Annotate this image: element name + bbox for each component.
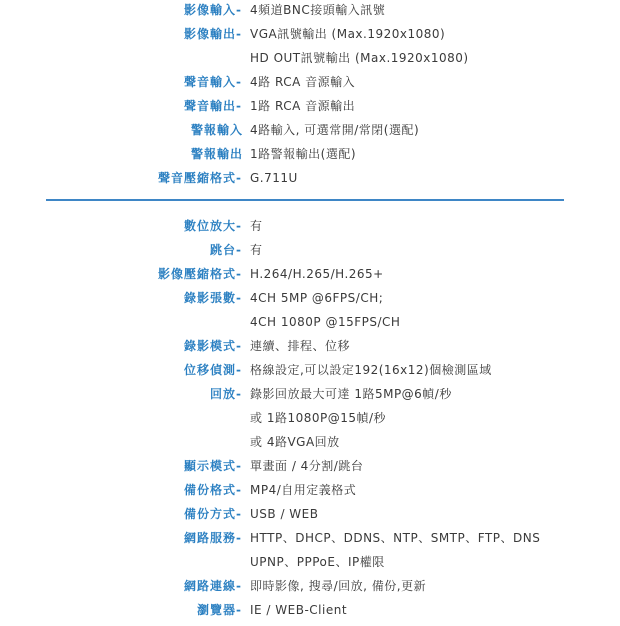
spec-label: 警報輸入 <box>190 123 243 137</box>
spec-row <box>0 170 620 194</box>
spec-label: 顯示模式- <box>184 459 242 473</box>
spec-row <box>0 410 620 434</box>
spec-row <box>0 530 620 554</box>
spec-value: 4CH 5MP @6FPS/CH; <box>250 291 384 305</box>
spec-value: MP4/自用定義格式 <box>250 483 357 497</box>
spec-row <box>0 458 620 482</box>
spec-value: 或 4路VGA回放 <box>250 435 340 449</box>
spec-value: 1路警報輸出(選配) <box>250 147 356 161</box>
spec-value: G.711U <box>250 171 298 185</box>
spec-label: 影像輸出- <box>184 27 242 41</box>
spec-value: H.264/H.265/H.265+ <box>250 267 384 281</box>
spec-value: 1路 RCA 音源輸出 <box>250 99 356 113</box>
spec-value: 即時影像, 搜尋/回放, 備份,更新 <box>250 579 427 593</box>
spec-label: 備份格式- <box>184 483 242 497</box>
spec-row <box>0 362 620 386</box>
spec-label: 跳台- <box>210 243 242 257</box>
spec-row <box>0 218 620 242</box>
spec-row <box>0 146 620 170</box>
spec-row <box>0 26 620 50</box>
spec-value: 單畫面 / 4分割/跳台 <box>250 459 364 473</box>
spec-row <box>0 242 620 266</box>
spec-value: 連續、排程、位移 <box>250 339 351 353</box>
spec-value: 或 1路1080P@15幀/秒 <box>250 411 387 425</box>
spec-row <box>0 554 620 578</box>
spec-row <box>0 578 620 602</box>
spec-value: 4路 RCA 音源輸入 <box>250 75 356 89</box>
spec-label: 聲音輸出- <box>184 99 242 113</box>
spec-value: 錄影回放最大可達 1路5MP@6幀/秒 <box>250 387 452 401</box>
section-divider <box>46 199 564 201</box>
spec-value: HTTP、DHCP、DDNS、NTP、SMTP、FTP、DNS <box>250 531 541 545</box>
spec-value: 有 <box>250 243 263 257</box>
spec-label: 網路連線- <box>184 579 242 593</box>
spec-value: 4CH 1080P @15FPS/CH <box>250 315 401 329</box>
spec-row <box>0 266 620 290</box>
spec-value: VGA訊號輸出 (Max.1920x1080) <box>250 27 446 41</box>
spec-row <box>0 50 620 74</box>
spec-label: 回放- <box>210 387 242 401</box>
spec-value: 有 <box>250 219 263 233</box>
spec-row <box>0 98 620 122</box>
spec-value: IE / WEB-Client <box>250 603 348 617</box>
spec-row <box>0 2 620 26</box>
spec-row <box>0 314 620 338</box>
spec-value: 4頻道BNC接頭輸入訊號 <box>250 3 386 17</box>
spec-row <box>0 434 620 458</box>
spec-label: 錄影模式- <box>184 339 242 353</box>
spec-label: 數位放大- <box>184 219 242 233</box>
spec-row <box>0 386 620 410</box>
spec-label: 影像輸入- <box>184 3 242 17</box>
spec-value: 格線設定,可以設定192(16x12)個檢測區域 <box>250 363 492 377</box>
spec-row <box>0 122 620 146</box>
spec-label: 聲音壓縮格式- <box>158 171 242 185</box>
spec-label: 警報輸出 <box>190 147 243 161</box>
spec-value: UPNP、PPPoE、IP權限 <box>250 555 385 569</box>
spec-label: 瀏覽器- <box>197 603 242 617</box>
spec-row <box>0 74 620 98</box>
spec-row <box>0 602 620 626</box>
spec-row <box>0 482 620 506</box>
spec-label: 錄影張數- <box>184 291 242 305</box>
spec-label: 影像壓縮格式- <box>158 267 242 281</box>
spec-value: 4路輸入, 可選常開/常閉(選配) <box>250 123 420 137</box>
spec-label: 聲音輸入- <box>184 75 242 89</box>
spec-value: USB / WEB <box>250 507 319 521</box>
spec-row <box>0 338 620 362</box>
spec-label: 位移偵測- <box>184 363 242 377</box>
spec-label: 網路服務- <box>184 531 242 545</box>
spec-value: HD OUT訊號輸出 (Max.1920x1080) <box>250 51 469 65</box>
spec-row <box>0 506 620 530</box>
spec-label: 備份方式- <box>184 507 242 521</box>
spec-row <box>0 290 620 314</box>
